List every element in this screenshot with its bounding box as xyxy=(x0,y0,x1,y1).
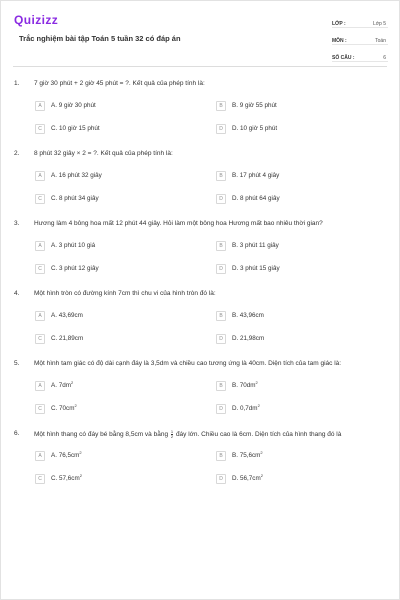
option-letter-box: A xyxy=(35,311,45,321)
option-value: D. 56,7cm xyxy=(232,475,261,482)
option-b[interactable] xyxy=(216,170,279,181)
option-value: B. 70dm xyxy=(232,382,256,389)
option-text: B. 17 phút 4 giây xyxy=(232,172,280,179)
unit-exponent: 2 xyxy=(79,472,82,478)
question-number: 5. xyxy=(14,360,20,367)
option-letter-box: B xyxy=(216,241,226,251)
option-a[interactable] xyxy=(35,450,82,461)
option-b[interactable] xyxy=(216,450,263,461)
meta-class-label: LỚP : xyxy=(332,21,346,27)
option-a[interactable] xyxy=(35,240,95,251)
question-number: 6. xyxy=(14,430,20,437)
question-text: Hương làm 4 bông hoa mất 12 phút 44 giây. Hỏi làm một bông hoa Hương mất bao nhiêu thời gian? xyxy=(34,220,323,227)
option-letter-box: A xyxy=(35,381,45,391)
option-a[interactable] xyxy=(35,380,73,391)
option-letter-box: D xyxy=(216,124,226,134)
option-letter-box: A xyxy=(35,451,45,461)
option-text: A. 43,69cm xyxy=(51,312,83,319)
question-text: 8 phút 32 giây × 2 = ?. Kết quả của phép tính là: xyxy=(34,150,173,157)
option-c[interactable] xyxy=(35,123,100,134)
meta-class-row xyxy=(332,14,388,28)
option-text: D. 10 giờ 5 phút xyxy=(232,125,278,132)
option-letter-box: D xyxy=(216,194,226,204)
option-letter-box: A xyxy=(35,171,45,181)
question-text-before: Một hình thang có đáy bé bằng 8,5cm và bằng xyxy=(34,431,169,439)
option-text: B. 43,96cm xyxy=(232,312,264,319)
fraction-numerator: 1 xyxy=(170,429,174,434)
option-letter-box: B xyxy=(216,451,226,461)
option-text: D. 3 phút 15 giây xyxy=(232,265,280,272)
option-text xyxy=(51,402,77,412)
worksheet-meta xyxy=(332,14,388,65)
option-letter-box: D xyxy=(216,474,226,484)
option-value: C. 70cm xyxy=(51,405,75,412)
meta-count-value: 6 xyxy=(383,55,386,61)
option-text xyxy=(232,379,258,389)
option-value: A. 76,5cm xyxy=(51,452,80,459)
question-text: Một hình tròn có đường kính 7cm thì chu vi của hình tròn đó là: xyxy=(34,290,216,297)
option-c[interactable] xyxy=(35,403,77,414)
option-d[interactable] xyxy=(216,263,280,274)
unit-exponent: 2 xyxy=(257,402,260,408)
option-c[interactable] xyxy=(35,263,99,274)
option-a[interactable] xyxy=(35,100,96,111)
option-letter-box: D xyxy=(216,264,226,274)
option-d[interactable] xyxy=(216,473,263,484)
option-letter-box: C xyxy=(35,124,45,134)
fraction-denominator: 2 xyxy=(170,434,174,439)
option-text: C. 8 phút 34 giây xyxy=(51,195,99,202)
question-number: 2. xyxy=(14,150,20,157)
question-text: 7 giờ 30 phút + 2 giờ 45 phút = ?. Kết quả của phép tính là: xyxy=(34,80,205,87)
unit-exponent: 2 xyxy=(255,379,258,385)
option-c[interactable] xyxy=(35,193,99,204)
option-letter-box: C xyxy=(35,334,45,344)
option-value: D. 0,7dm xyxy=(232,405,258,412)
unit-exponent: 2 xyxy=(79,449,82,455)
option-letter-box: D xyxy=(216,404,226,414)
option-letter-box: B xyxy=(216,101,226,111)
option-b[interactable] xyxy=(216,240,279,251)
meta-subject-row xyxy=(332,31,388,45)
option-text: D. 21,98cm xyxy=(232,335,265,342)
unit-exponent: 2 xyxy=(260,449,263,455)
option-text: C. 21,89cm xyxy=(51,335,84,342)
option-letter-box: B xyxy=(216,171,226,181)
option-letter-box: A xyxy=(35,241,45,251)
option-b[interactable] xyxy=(216,380,258,391)
meta-class-value: Lớp 5 xyxy=(372,21,386,27)
option-text: A. 3 phút 10 giá xyxy=(51,242,96,249)
question-2 xyxy=(1,150,400,220)
option-text xyxy=(232,472,263,482)
question-1 xyxy=(1,80,400,150)
option-text: B. 3 phút 11 giây xyxy=(232,242,279,249)
option-a[interactable] xyxy=(35,170,102,181)
option-b[interactable] xyxy=(216,100,277,111)
option-text: C. 10 giờ 15 phút xyxy=(51,125,100,132)
unit-exponent: 2 xyxy=(260,472,263,478)
option-letter-box: B xyxy=(216,311,226,321)
question-number: 3. xyxy=(14,220,20,227)
question-5 xyxy=(1,360,400,430)
unit-exponent: 2 xyxy=(74,402,77,408)
option-d[interactable] xyxy=(216,193,280,204)
question-4 xyxy=(1,290,400,360)
brand-logo: Quizizz xyxy=(14,13,59,27)
option-d[interactable] xyxy=(216,123,277,134)
option-c[interactable] xyxy=(35,473,82,484)
meta-subject-label: MÔN : xyxy=(332,38,347,44)
fraction xyxy=(171,430,173,439)
option-text xyxy=(232,402,260,412)
option-b[interactable] xyxy=(216,310,264,321)
option-text xyxy=(51,449,82,459)
option-text: C. 3 phút 12 giây xyxy=(51,265,99,272)
meta-count-label: SỐ CÂU : xyxy=(332,55,355,61)
question-number: 1. xyxy=(14,80,20,87)
option-letter-box: B xyxy=(216,381,226,391)
option-text: B. 9 giờ 55 phút xyxy=(232,102,277,109)
meta-count-row xyxy=(332,48,388,62)
question-text xyxy=(34,430,384,439)
option-letter-box: C xyxy=(35,194,45,204)
option-value: A. 7dm xyxy=(51,382,71,389)
option-text: D. 8 phút 64 giây xyxy=(232,195,280,202)
option-letter-box: C xyxy=(35,404,45,414)
option-text xyxy=(51,472,82,482)
option-c[interactable] xyxy=(35,333,83,344)
option-letter-box: C xyxy=(35,264,45,274)
option-letter-box: A xyxy=(35,101,45,111)
option-letter-box: C xyxy=(35,474,45,484)
option-d[interactable] xyxy=(216,333,264,344)
question-text: Một hình tam giác có độ dài cạnh đáy là 3,5dm và chiều cao tương ứng là 40cm. Diện tích của tam giác là: xyxy=(34,360,342,367)
option-d[interactable] xyxy=(216,403,260,414)
option-letter-box: D xyxy=(216,334,226,344)
option-text: A. 9 giờ 30 phút xyxy=(51,102,96,109)
option-text: A. 16 phút 32 giây xyxy=(51,172,102,179)
header-divider xyxy=(13,66,387,67)
question-6 xyxy=(1,430,400,500)
option-text xyxy=(232,449,263,459)
question-text-after: đáy lớn. Chiều cao là 6cm. Diện tích của hình thang đó là xyxy=(175,431,342,439)
option-a[interactable] xyxy=(35,310,83,321)
page-title: Trắc nghiệm bài tập Toán 5 tuần 32 có đáp án xyxy=(19,34,181,43)
unit-exponent: 2 xyxy=(70,379,74,385)
option-value: C. 57,6cm xyxy=(51,475,80,482)
question-3 xyxy=(1,220,400,290)
option-text xyxy=(51,379,74,389)
option-value: B. 75,6cm xyxy=(232,452,261,459)
question-number: 4. xyxy=(14,290,20,297)
meta-subject-value: Toán xyxy=(375,38,386,44)
